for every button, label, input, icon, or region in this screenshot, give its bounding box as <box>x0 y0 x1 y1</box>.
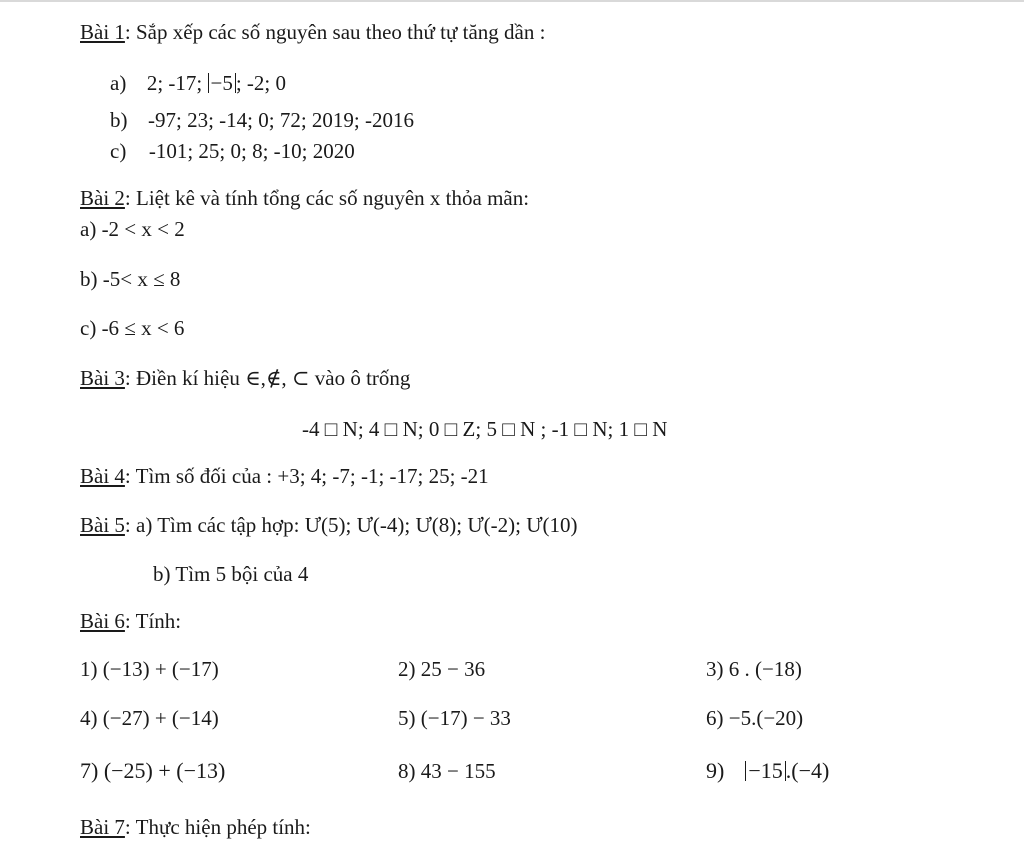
bai6-item-3: 3) 6 . (−18) <box>706 657 802 681</box>
bai1-item-a <box>110 71 286 95</box>
bai6-item-9 <box>706 759 829 783</box>
bai1-label: Bài 1 <box>80 20 125 44</box>
bai3-title: : Điền kí hiệu ∈,∉, ⊂ vào ô trống <box>124 366 411 390</box>
bai7-title: : Thực hiện phép tính: <box>124 815 311 839</box>
bai2-item-b: b) -5< x ≤ 8 <box>80 267 181 291</box>
bai6-item-7: 7) (−25) + (−13) <box>80 758 226 783</box>
bai1-item-b <box>110 108 414 132</box>
bai5-item-a: : a) Tìm các tập hợp: Ư(5); Ư(-4); Ư(8); Ư(-2); Ư(10) <box>124 513 578 537</box>
bai6-title: : Tính: <box>124 609 182 633</box>
bai1-a-post: ; -2; 0 <box>235 71 287 95</box>
bai6-item-9-post: .(−4) <box>785 758 830 783</box>
bai6-item-2: 2) 25 − 36 <box>398 657 486 681</box>
bai6-label: Bài 6 <box>80 609 125 633</box>
bai5-heading <box>80 513 577 537</box>
bai6-item-8: 8) 43 − 155 <box>398 759 496 783</box>
bai3-heading <box>80 366 410 390</box>
bai1-item-c <box>110 139 355 163</box>
bai2-item-a: a) -2 < x < 2 <box>80 217 185 241</box>
bai1-c-marker: c) <box>110 139 127 163</box>
bai1-b-text: -97; 23; -14; 0; 72; 2019; -2016 <box>148 108 414 132</box>
bai4-label: Bài 4 <box>80 464 125 488</box>
bai6-item-9-absolute-value: −15 <box>745 761 785 781</box>
bai1-a-marker: a) <box>110 71 127 95</box>
bai6-item-6: 6) −5.(−20) <box>706 706 804 730</box>
bai6-item-4: 4) (−27) + (−14) <box>80 706 219 730</box>
bai6-item-1: 1) (−13) + (−17) <box>80 657 219 681</box>
bai4-heading <box>80 464 489 488</box>
bai2-heading <box>80 186 529 210</box>
bai1-a-pre: 2; -17; <box>146 71 203 95</box>
bai3-label: Bài 3 <box>80 366 125 390</box>
bai7-label: Bài 7 <box>80 815 125 839</box>
bai2-title: : Liệt kê và tính tổng các số nguyên x thỏa mãn: <box>124 186 530 210</box>
bai7-heading <box>80 815 311 839</box>
bai1-c-text: -101; 25; 0; 8; -10; 2020 <box>148 139 355 163</box>
bai6-heading <box>80 609 181 633</box>
bai2-label: Bài 2 <box>80 186 125 210</box>
bai2-item-c: c) -6 ≤ x < 6 <box>80 316 185 340</box>
bai1-a-absolute-value: −5 <box>208 73 236 93</box>
bai1-heading <box>80 20 545 44</box>
bai3-items: -4 □ N; 4 □ N; 0 □ Z; 5 □ N ; -1 □ N; 1 □ N <box>302 417 668 441</box>
bai1-title: : Sắp xếp các số nguyên sau theo thứ tự tăng dần : <box>124 20 546 44</box>
bai6-item-5: 5) (−17) − 33 <box>398 706 511 730</box>
bai5-label: Bài 5 <box>80 513 125 537</box>
bai6-item-9-marker: 9) <box>706 758 725 783</box>
bai1-b-marker: b) <box>110 108 128 132</box>
page-top-border <box>0 0 1024 2</box>
bai5-item-b: b) Tìm 5 bội của 4 <box>153 562 309 586</box>
bai4-title: : Tìm số đối của : +3; 4; -7; -1; -17; 25; -21 <box>124 464 489 488</box>
